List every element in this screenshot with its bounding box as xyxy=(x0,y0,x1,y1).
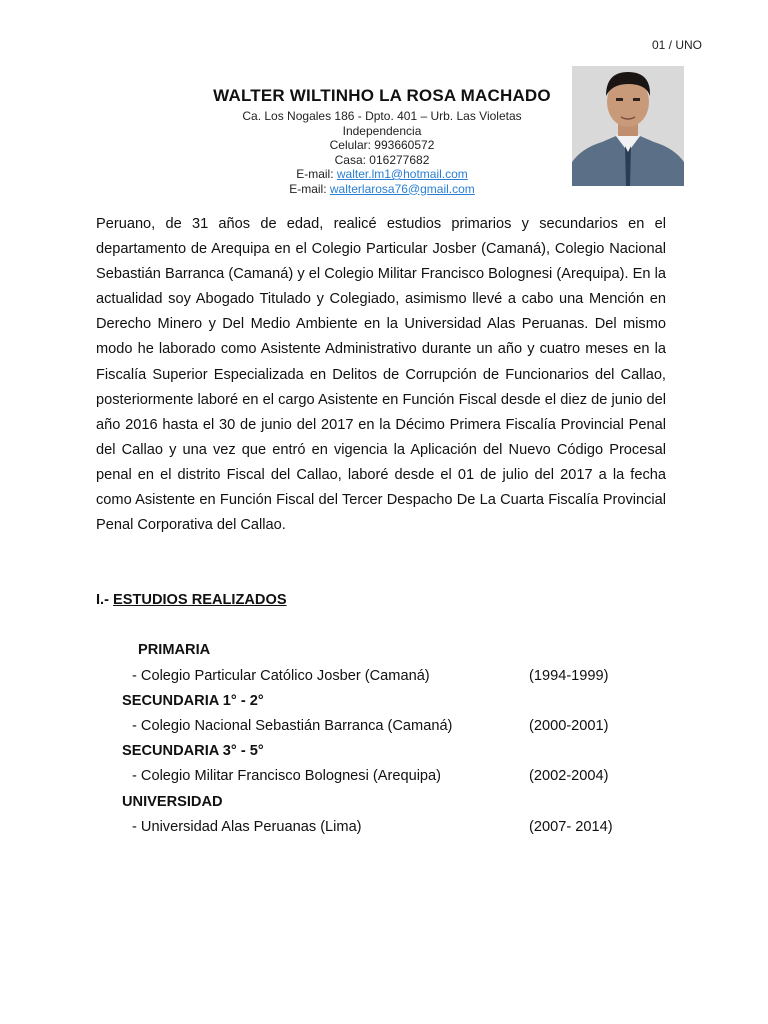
email-link-1[interactable]: walter.lm1@hotmail.com xyxy=(336,167,468,181)
edu-school: - Colegio Militar Francisco Bolognesi (Arequipa) xyxy=(132,768,442,784)
email-row-2 xyxy=(170,182,594,197)
address-line-2: Independencia xyxy=(342,123,422,138)
profile-summary: Peruano, de 31 años de edad, realicé estudios primarios y secundarios en el departamento de Arequipa en el Colegio Particular Josber (Camaná), Colegio Nacional Sebastián Barranca (Camaná) y el Colegio Militar Francisco Bolognesi (Arequipa). En la actualidad soy Abogado Titulado y Colegiado, asimismo llevé a cabo una Mención en Derecho Minero y Del Medio Ambiente en la Universidad Alas Peruanas. Del mismo modo he laborado como Asistente Administrativo durante un año y cuatro meses en la Fiscalía Superior Especializada en Delitos de Corrupción de Funcionarios del Callao, posteriormente laboré en el cargo Asistente en Función Fiscal desde el diez de junio del año 2016 hasta el 30 de junio del 2017 en la Décimo Primera Fiscalía Provincial Penal del Callao y una vez que entró en vigencia la Aplicación del Nuevo Código Procesal penal en el distrito Fiscal del Callao, laboré desde el 01 de julio del 2017 a la fecha como Asistente en Función Fiscal del Tercer Despacho De La Cuarta Fiscalía Provincial Penal Corporativa del Callao. xyxy=(96,216,666,534)
edu-years: (2000-2001) xyxy=(529,718,609,734)
mobile-phone: Celular: 993660572 xyxy=(329,138,435,152)
profile-photo-illustration xyxy=(572,66,684,186)
edu-row-secundaria-1-2 xyxy=(132,718,632,734)
page-number: 01 / UNO xyxy=(651,38,702,52)
edu-row-primaria xyxy=(132,668,632,684)
cv-header xyxy=(170,86,594,196)
edu-heading-secundaria-3-5: SECUNDARIA 3° - 5° xyxy=(122,743,264,759)
edu-heading-universidad: UNIVERSIDAD xyxy=(122,794,223,810)
address-line-1: Ca. Los Nogales 186 - Dpto. 401 – Urb. Las Violetas xyxy=(242,109,522,123)
edu-row-secundaria-3-5 xyxy=(132,768,632,784)
email-row-1 xyxy=(170,167,594,182)
edu-years: (2002-2004) xyxy=(529,768,609,784)
home-phone: Casa: 016277682 xyxy=(334,152,430,167)
edu-school: - Colegio Particular Católico Josber (Camaná) xyxy=(132,668,430,684)
email-label-1: E-mail: xyxy=(296,167,334,181)
email-label-2: E-mail: xyxy=(289,181,327,196)
section-number: I.- xyxy=(96,592,109,608)
full-name: WALTER WILTINHO LA ROSA MACHADO xyxy=(213,86,551,105)
edu-school: - Colegio Nacional Sebastián Barranca (Camaná) xyxy=(132,718,453,734)
edu-years: (2007- 2014) xyxy=(529,819,613,835)
edu-heading-primaria: PRIMARIA xyxy=(138,642,211,658)
email-link-2[interactable]: walterlarosa76@gmail.com xyxy=(329,181,475,196)
section-title: ESTUDIOS REALIZADOS xyxy=(113,592,287,608)
edu-school: - Universidad Alas Peruanas (Lima) xyxy=(132,819,362,835)
edu-years: (1994-1999) xyxy=(529,668,609,684)
section-heading-estudios xyxy=(96,592,287,608)
edu-heading-secundaria-1-2: SECUNDARIA 1° - 2° xyxy=(122,693,264,709)
edu-row-universidad xyxy=(132,819,632,835)
profile-photo xyxy=(572,66,684,186)
